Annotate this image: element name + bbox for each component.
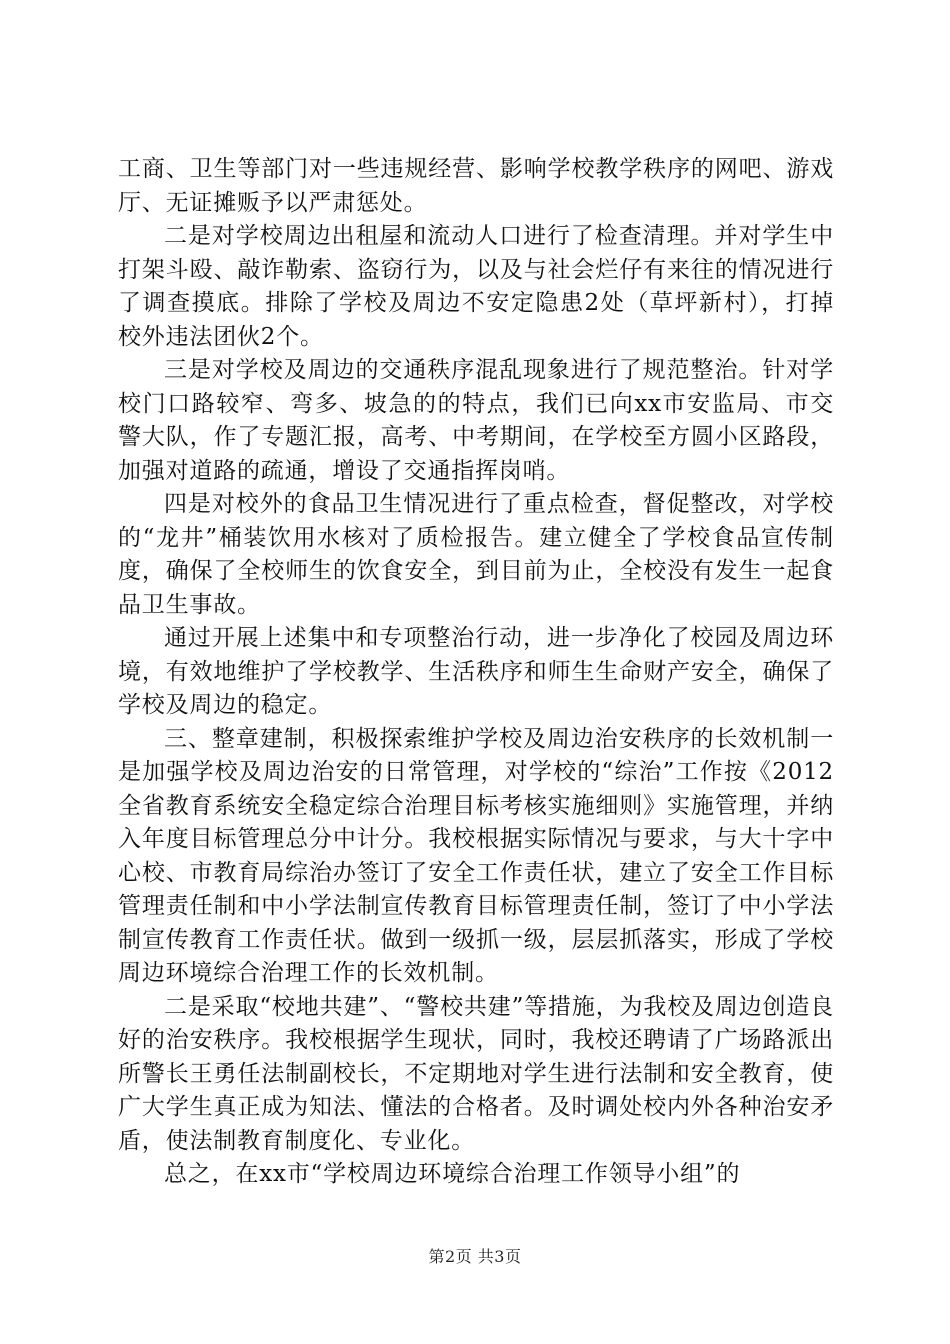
paragraph-6: 三、整章建制，积极探索维护学校及周边治安秩序的长效机制一是加强学校及周边治安的日常管理，对学校的“综治”工作按《2012全省教育系统安全稳定综合治理目标考核实施细则》实施管理，并纳入年度目标管理总分中计分。我校根据实际情况与要求，与大十字中心校、市教育局综治办签订了安全工作责任状，建立了安全工作目标管理责任制和中小学法制宣传教育目标管理责任制，签订了中小学法制宣传教育工作责任状。做到一级抓一级，层层抓落实，形成了学校周边环境综合治理工作的长效机制。 bbox=[118, 725, 834, 986]
paragraph-4: 四是对校外的食品卫生情况进行了重点检查，督促整改，对学校的“龙井”桶装饮用水核对了质检报告。建立健全了学校食品宣传制度，确保了全校师生的饮食安全，到目前为止，全校没有发生一起食品卫生事故。 bbox=[118, 491, 834, 618]
paragraph-3: 三是对学校及周边的交通秩序混乱现象进行了规范整治。针对学校门口路较窄、弯多、坡急的的特点，我们已向xx市安监局、市交警大队，作了专题汇报，高考、中考期间，在学校至方圆小区路段，加强对道路的疏通，增设了交通指挥岗哨。 bbox=[118, 357, 834, 484]
paragraph-8: 总之，在xx市“学校周边环境综合治理工作领导小组”的 bbox=[164, 1161, 741, 1187]
paragraph-1: 工商、卫生等部门对一些违规经营、影响学校教学秩序的网吧、游戏厅、无证摊贩予以严肃惩处。 bbox=[118, 156, 834, 216]
document-body bbox=[118, 153, 834, 1192]
paragraph-7: 二是采取“校地共建”、“警校共建”等措施，为我校及周边创造良好的治安秩序。我校根据学生现状，同时，我校还聘请了广场路派出所警长王勇任法制副校长，不定期地对学生进行法制和安全教育，使广大学生真正成为知法、懂法的合格者。及时调处校内外各种治安矛盾，使法制教育制度化、专业化。 bbox=[118, 993, 834, 1154]
paragraph-5: 通过开展上述集中和专项整治行动，进一步净化了校园及周边环境，有效地维护了学校教学、生活秩序和师生生命财产安全，确保了学校及周边的稳定。 bbox=[118, 625, 834, 718]
paragraph-2: 二是对学校周边出租屋和流动人口进行了检查清理。并对学生中打架斗殴、敲诈勒索、盗窃行为，以及与社会烂仔有来往的情况进行了调查摸底。排除了学校及周边不安定隐患2处（草坪新村），打掉校外违法团伙2个。 bbox=[118, 223, 834, 350]
page-number-footer: 第2页 共3页 bbox=[428, 1247, 522, 1266]
